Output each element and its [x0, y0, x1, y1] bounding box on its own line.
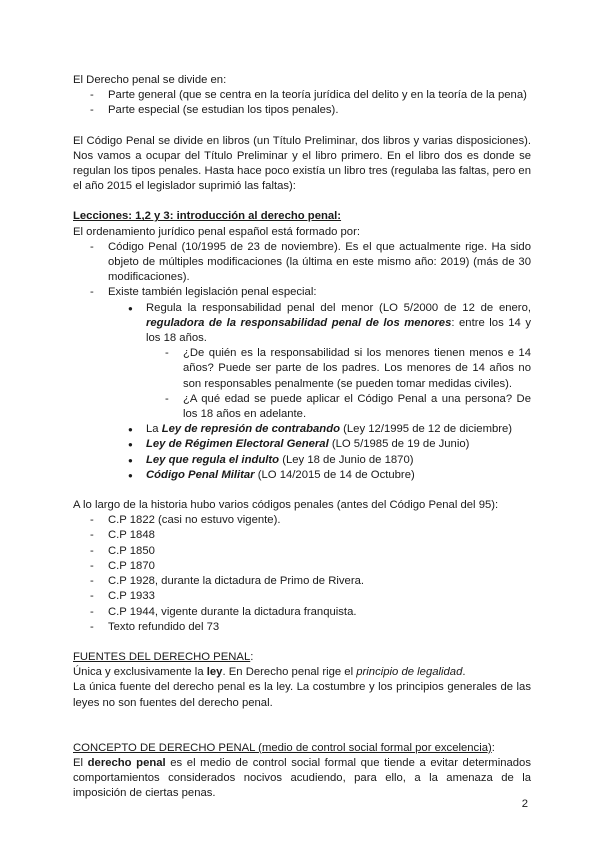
lessons-heading: Lecciones: 1,2 y 3: introducción al derecho penal: — [73, 210, 342, 223]
document-page — [73, 73, 531, 802]
history-intro: A lo largo de la historia hubo varios códigos penales (antes del Código Penal del 95): — [73, 499, 499, 512]
list-item: ● La Ley de represión de contrabando (Ley 12/1995 de 12 de diciembre) — [73, 422, 531, 437]
ordenamiento-list — [73, 240, 531, 301]
list-item: - Texto refundido del 73 — [73, 620, 531, 635]
list-item: - Existe también legislación penal especial: — [73, 285, 531, 300]
concept-paragraph: El derecho penal es el medio de control social formal que tiende a evitar determinados comportamientos considerados nocivos acudiendo, para ello, a la amenaza de la imposición de ciertas penas. — [73, 756, 531, 800]
sources-line: Única y exclusivamente la ley. En Derecho penal rige el principio de legalidad. — [73, 666, 466, 679]
list-item: - C.P 1850 — [73, 544, 531, 559]
list-item: - C.P 1944, vigente durante la dictadura franquista. — [73, 605, 531, 620]
list-item: - Parte especial (se estudian los tipos penales). — [73, 103, 531, 118]
division-intro: El Derecho penal se divide en: — [73, 74, 227, 86]
list-item: - C.P 1933 — [73, 589, 531, 604]
list-item: - C.P 1822 (casi no estuvo vigente). — [73, 513, 531, 528]
minors-questions-list — [73, 346, 531, 422]
division-list — [73, 88, 531, 118]
concept-heading: CONCEPTO DE DERECHO PENAL (medio de control social formal por excelencia): — [73, 741, 495, 754]
special-laws-list-continued — [73, 422, 531, 483]
sources-heading: FUENTES DEL DERECHO PENAL: — [73, 650, 254, 663]
penal-codes-history-list — [73, 513, 531, 635]
list-item: - C.P 1928, durante la dictadura de Primo de Rivera. — [73, 574, 531, 589]
sources-paragraph: La única fuente del derecho penal es la ley. La costumbre y los principios generales de las leyes no son fuentes del derecho penal. — [73, 681, 531, 709]
list-item: ● Ley que regula el indulto (Ley 18 de Junio de 1870) — [73, 453, 531, 468]
list-item: ● Regula la responsabilidad penal del menor (LO 5/2000 de 12 de enero, reguladora de la responsabilidad penal de los menores: entre los 14 y los 18 años. — [73, 301, 531, 347]
list-item: ● Código Penal Militar (LO 14/2015 de 14 de Octubre) — [73, 468, 531, 483]
page-number: 2 — [521, 798, 528, 810]
list-item: - C.P 1870 — [73, 559, 531, 574]
list-item: - ¿A qué edad se puede aplicar el Código Penal a una persona? De los 18 años en adelante. — [73, 392, 531, 422]
list-item: - Código Penal (10/1995 de 23 de noviembre). Es el que actualmente rige. Ha sido objeto de múltiples modificaciones (la última en este mismo año: 2019) (más de 30 modificaciones). — [73, 240, 531, 286]
list-item: - ¿De quién es la responsabilidad si los menores tienen menos e 14 años? Puede ser parte de los padres. Los menores de 14 años no son responsables penalmente (se pueden tomar medidas civiles). — [73, 346, 531, 392]
list-item: - C.P 1848 — [73, 528, 531, 543]
special-laws-list — [73, 301, 531, 347]
list-item: ● Ley de Régimen Electoral General (LO 5/1985 de 19 de Junio) — [73, 437, 531, 452]
ordenamiento-intro: El ordenamiento jurídico penal español está formado por: — [73, 225, 360, 238]
list-item: - Parte general (que se centra en la teoría jurídica del delito y en la teoría de la pena) — [73, 88, 531, 103]
codigo-penal-paragraph: El Código Penal se divide en libros (un Título Preliminar, dos libros y varias disposiciones). Nos vamos a ocupar del Título Preliminar y el libro primero. En el libro dos es donde se regulan los tipos penales. Hasta hace poco existía un libro tres (regulaba las faltas, pero en el año 2015 el legislador suprimió las faltas): — [73, 134, 531, 193]
